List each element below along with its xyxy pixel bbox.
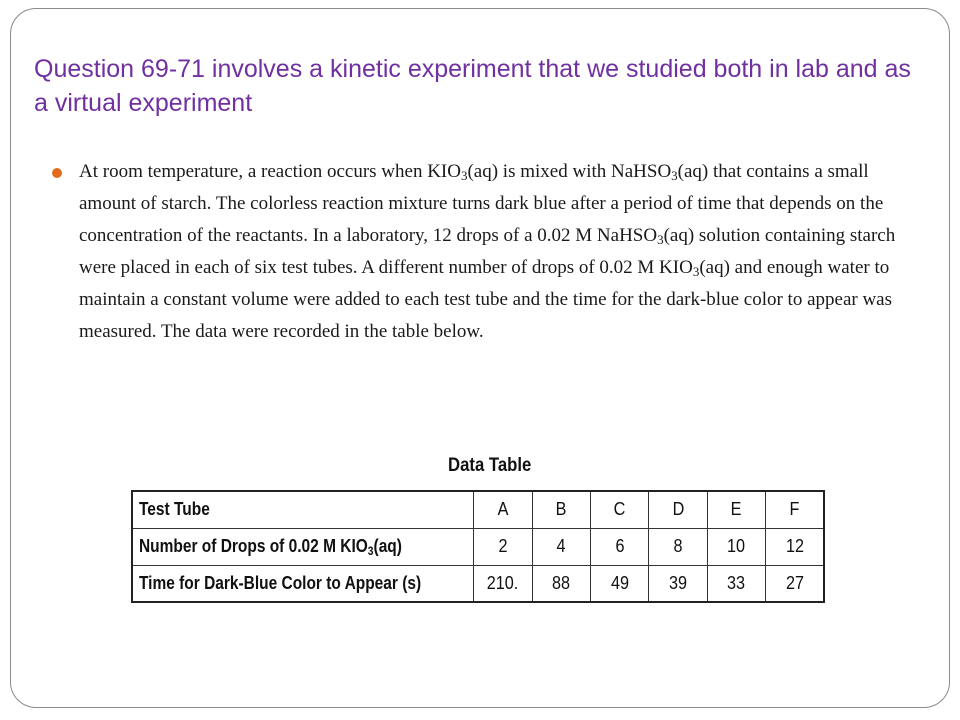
table-cell: 33 <box>707 565 765 602</box>
table-cell: B <box>532 491 590 528</box>
bullet-text-2: (aq) is mixed with NaHSO <box>467 161 672 182</box>
table-cell: 88 <box>532 565 590 602</box>
bullet-text-4: (aq) solution containing starch were placed in each of six test tubes. A different number of drops of 0.02 M KIO <box>79 225 896 278</box>
table-cell: C <box>591 491 649 528</box>
data-table <box>131 490 825 603</box>
table-cell: F <box>766 491 824 528</box>
row-label-drops: Number of Drops of 0.02 M $KIO_3(aq)$ <box>132 528 474 565</box>
bullet-paragraph <box>79 156 909 348</box>
table-row-time <box>132 565 824 602</box>
table-row-test-tube <box>132 491 824 528</box>
bullet-dot <box>52 168 62 178</box>
table-cell: 49 <box>591 565 649 602</box>
table-cell: 6 <box>591 528 649 565</box>
table-cell: E <box>707 491 765 528</box>
bullet-text-1: At room temperature, a reaction occurs when KIO <box>79 161 461 182</box>
bullet-text-3: (aq) that contains a small amount of starch. The colorless reaction mixture turns dark blue after a period of time that depends on the concentration of the reactants. In a laboratory, 12 drops of a 0.02 M NaHSO <box>79 161 884 246</box>
table-cell: 210. <box>474 565 533 602</box>
row-label-time: Time for Dark-Blue Color to Appear (s) <box>132 565 474 602</box>
table-cell: 8 <box>649 528 707 565</box>
table-cell: 27 <box>766 565 824 602</box>
table-caption: Data Table <box>448 455 532 476</box>
table-cell: D <box>649 491 707 528</box>
bullet-sub-1: 3 <box>460 168 468 183</box>
table-cell: 2 <box>474 528 533 565</box>
slide-title: Question 69-71 involves a kinetic experiment that we studied both in lab and as a virtual experiment <box>34 55 911 117</box>
bullet-text-5: (aq) and enough water to maintain a constant volume were added to each test tube and the time for the dark-blue color to appear was measured. The data were recorded in the table below. <box>79 257 893 342</box>
bullet-sub-4: 3 <box>692 264 700 279</box>
table-cell: 12 <box>766 528 824 565</box>
table-cell: 39 <box>649 565 707 602</box>
table-cell: 4 <box>532 528 590 565</box>
table-cell: 10 <box>707 528 765 565</box>
table-cell: A <box>474 491 533 528</box>
bullet-sub-2: 3 <box>671 168 678 183</box>
table-row-drops <box>132 528 824 565</box>
row-label-test-tube: Test Tube <box>132 491 474 528</box>
bullet-sub-3: 3 <box>657 232 664 247</box>
